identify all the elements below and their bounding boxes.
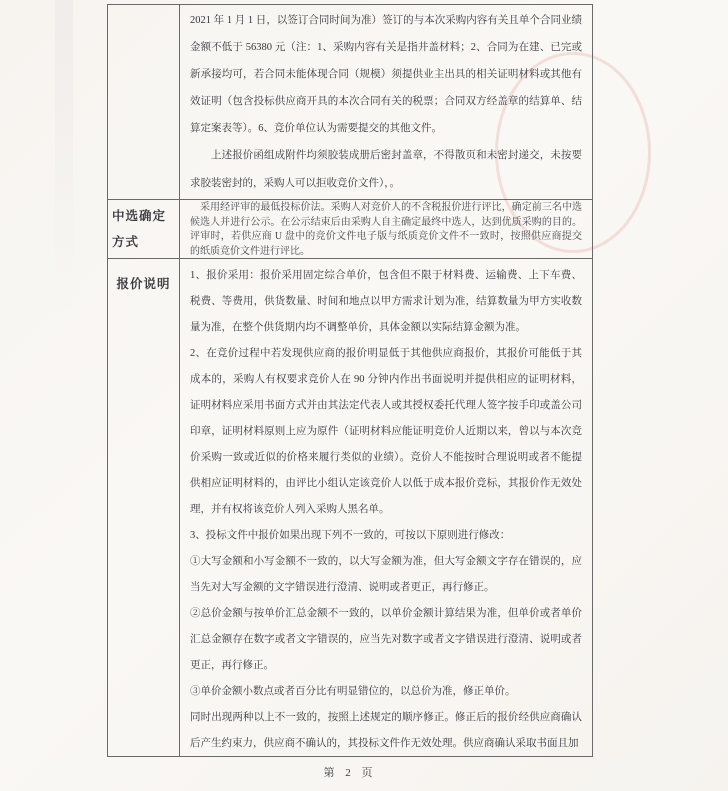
selection-method-label: 中选确定方式 <box>112 209 167 249</box>
rule-2-total-vs-unit-paragraph: ②总价金额与按单价汇总金额不一致的，以单价金额计算结果为准，但单价或者单价汇总金额存在数字或者文字错误的，应当先对数字或者文字错误进行澄清、说明或者更正，再行修正。 <box>190 608 582 671</box>
scan-smudge <box>55 0 73 320</box>
quotation-notes-label-cell <box>108 258 180 756</box>
selection-method-text-cell <box>180 199 592 258</box>
procurement-terms-table <box>107 4 593 757</box>
selection-method-paragraph: 采用经评审的最低投标价法。采购人对竞价人的不含税报价进行评比，确定前三名中选候选人并进行公示。在公示结束后由采购人自主确定最终中选人，达到优质采购的目的。评审时，若供应商 U 盘中的竞价文件电子版与纸质竞价文件不一致时，按照供应商提交的纸质竞价文件进行评比。 <box>190 202 582 257</box>
selection-method-label-cell <box>108 199 180 258</box>
quotation-notes-label: 报价说明 <box>116 277 171 291</box>
rule-3-decimal-point-paragraph: ③单价金额小数点或者百分比有明显错位的，以总价为准，修正单价。 <box>190 686 516 697</box>
empty-label-cell <box>108 5 180 199</box>
inconsistency-rules-intro-paragraph: 3、投标文件中报价如果出现下列不一致的，可按以下原则进行修改： <box>190 530 511 541</box>
continuation-text-cell <box>180 5 592 199</box>
binding-sealing-paragraph: 上述报价函组成附件均须胶装成册后密封盖章，不得散页和未密封递交，未按要求胶装密封的，采购人可以拒收竞价文件），。 <box>190 150 582 189</box>
quotation-pricing-paragraph: 1、报价采用：报价采用固定综合单价，包含但不限于材料费、运输费、上下车费、税费、等费用，供货数量、时间和地点以甲方需求计划为准，结算数量为甲方实收数量为准，在整个供货期内均不调整单价，具体金额以实际结算金额为准。 <box>190 270 582 333</box>
rule-1-amount-words-paragraph: ①大写金额和小写金额不一致的，以大写金额为准，但大写金额文字存在错误的，应当先对大写金额的文字错误进行澄清、说明或者更正，再行修正。 <box>190 556 582 593</box>
below-cost-bid-paragraph: 2、在竞价过程中若发现供应商的报价明显低于其他供应商报价，其报价可能低于其成本的，采购人有权要求竞价人在 90 分钟内作出书面说明并提供相应的证明材料，证明材料应采用书面方式并由其法定代表人或其授权委托代理人签字按手印或盖公司印章，证明材料原则上应为原件（证明材料应能证明竞价人近期以来，曾以与本次竞价采购一致或近似的价格来履行类似的业绩）。竞价人不能按时合理说明或者不能提供相应证明材料的，由评比小组认定该竞价人以低于成本报价竞标，其报价作无效处理，并有权将该竞价人列入采购人黑名单。 <box>190 348 582 515</box>
quotation-notes-text-cell <box>180 258 592 756</box>
correction-order-paragraph: 同时出现两种以上不一致的，按照上述规定的顺序修正。修正后的报价经供应商确认后产生约束力，供应商不确认的，其投标文件作无效处理。供应商确认采取书面且加 <box>190 712 582 749</box>
contract-performance-paragraph: 2021 年 1 月 1 日，以签订合同时间为准）签订的与本次采购内容有关且单个合同业绩金额不低于 56380 元（注：1、采购内容有关是指井盖材料；2、合同为在建、已完或新承接均可，若合同未能体现合同（规模）须提供业主出具的相关证明材料或其他有效证明（包含投标供应商开具的本次合同有关的税票；合同双方经盖章的结算单、结算定案表等）。6、竞价单位认为需要提交的其他文件。 <box>190 15 582 134</box>
page-number: 第 2 页 <box>323 767 377 779</box>
